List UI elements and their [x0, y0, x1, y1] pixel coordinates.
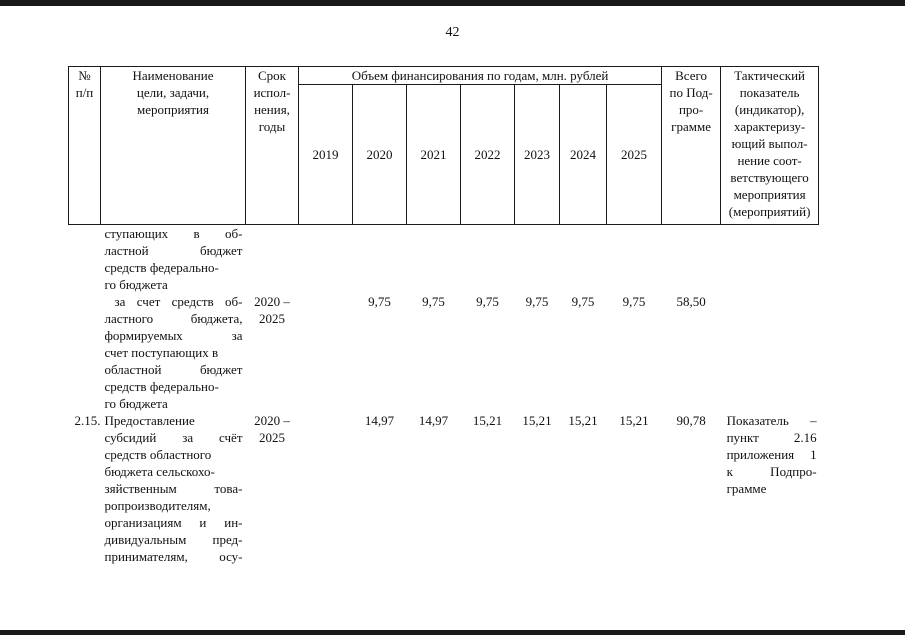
header-total: [662, 67, 721, 225]
row-term: [246, 293, 299, 412]
row-value: [461, 225, 515, 294]
row-name: [101, 293, 246, 412]
row-value: [560, 225, 607, 294]
row-value: [299, 293, 353, 412]
header-name: [101, 67, 246, 225]
row-indicator: [721, 293, 819, 412]
row-value: [407, 225, 461, 294]
row-name-line: Предоставление: [104, 413, 195, 428]
row-name-line: средств федерально-: [104, 260, 219, 275]
row-term: [246, 412, 299, 565]
row-value: 15,21: [619, 413, 649, 428]
header-term-line: годы: [258, 119, 286, 134]
row-value: 14,97: [418, 413, 449, 428]
row-name: [101, 412, 246, 565]
row-value: 9,75: [422, 294, 445, 309]
header-term-line: Срок: [258, 68, 286, 83]
header-indicator-line: мероприятия: [733, 187, 806, 202]
row-name-line: за счет средств об-: [114, 294, 243, 309]
row-value: [607, 225, 662, 294]
header-name-line: Наименование: [132, 68, 214, 83]
row-value: [353, 225, 407, 294]
row-total: 58,50: [676, 294, 706, 309]
row-term: [246, 225, 299, 294]
row-name-line: формируемых за: [104, 328, 243, 343]
header-indicator-line: ветствующего: [730, 170, 809, 185]
row-total: 90,78: [676, 413, 706, 428]
row-value: 9,75: [476, 294, 499, 309]
header-year: 2022: [461, 85, 515, 225]
table-row: [69, 293, 819, 412]
header-term-line: испол-: [253, 85, 291, 100]
row-indicator-line: пункт 2.16: [726, 430, 817, 445]
row-name-line: ластного бюджета,: [104, 311, 243, 326]
row-name-line: субсидий за счёт: [104, 430, 243, 445]
funding-table: [68, 66, 819, 565]
header-name-line: мероприятия: [136, 102, 209, 117]
header-number-line: п/п: [75, 85, 94, 100]
header-indicator-line: характеризу-: [734, 119, 806, 134]
header-year: 2023: [515, 85, 560, 225]
header-year: 2025: [607, 85, 662, 225]
row-name-line: средств федерально-: [104, 379, 219, 394]
row-value: 15,21: [472, 413, 503, 428]
row-name-line: средств областного: [104, 447, 212, 462]
row-number: [69, 225, 101, 294]
top-border-bar: [0, 0, 905, 6]
header-name-line: цели, задачи,: [136, 85, 210, 100]
header-year: 2019: [299, 85, 353, 225]
row-value: 14,97: [364, 413, 395, 428]
row-name-line: ластной бюджет: [104, 243, 243, 258]
header-term-line: нения,: [254, 102, 290, 117]
row-name-line: го бюджета: [104, 277, 168, 292]
row-indicator-line: Показатель –: [726, 413, 817, 428]
header-total-line: Всего: [675, 68, 708, 83]
row-name-line: областной бюджет: [104, 362, 243, 377]
row-indicator-line: приложения 1: [726, 447, 817, 462]
header-number: [69, 67, 101, 225]
page-number: 42: [445, 25, 460, 40]
row-name-line: го бюджета: [104, 396, 168, 411]
row-value: 9,75: [368, 294, 391, 309]
header-indicator-line: нение соот-: [737, 153, 802, 168]
header-indicator-line: (мероприятий): [728, 204, 811, 219]
row-value: 15,21: [568, 413, 598, 428]
row-term-line: 2025: [259, 430, 285, 445]
row-name-line: ропроизводителям,: [104, 498, 211, 513]
row-number: 2.15.: [74, 413, 101, 428]
row-name-line: организациям и ин-: [104, 515, 243, 530]
header-year: 2021: [407, 85, 461, 225]
row-value: [299, 412, 353, 565]
row-name-line: счет поступающих в: [104, 345, 219, 360]
header-indicator-line: показатель: [739, 85, 800, 100]
table-row: [69, 225, 819, 294]
row-name-line: принимателям, осу-: [104, 549, 243, 564]
row-name-line: ступающих в об-: [104, 226, 243, 241]
row-value: [299, 225, 353, 294]
row-name-line: дивидуальным пред-: [104, 532, 243, 547]
header-total-line: по Под-: [669, 85, 713, 100]
row-indicator: [721, 225, 819, 294]
header-indicator-line: Тактический: [734, 68, 805, 83]
header-total-line: про-: [678, 102, 704, 117]
row-value: 9,75: [571, 294, 595, 309]
row-name-line: зяйственным това-: [104, 481, 243, 496]
header-indicator-line: (индикатор),: [734, 102, 805, 117]
row-value: 9,75: [525, 294, 549, 309]
header-term: [246, 67, 299, 225]
header-indicator-line: ющий выпол-: [731, 136, 808, 151]
row-value: 15,21: [522, 413, 552, 428]
header-indicator: [721, 67, 819, 225]
row-indicator: [721, 412, 819, 565]
row-total: [662, 225, 721, 294]
row-name: [101, 225, 246, 294]
header-funding: Объем финансирования по годам, млн. рублей: [299, 67, 662, 85]
bottom-border-bar: [0, 630, 905, 635]
row-term-line: 2025: [259, 311, 285, 326]
row-name-line: бюджета сельскохо-: [104, 464, 215, 479]
row-indicator-line: грамме: [726, 481, 767, 496]
table-row: [69, 412, 819, 565]
header-year: 2020: [353, 85, 407, 225]
header-number-line: №: [78, 68, 91, 83]
row-number: [69, 293, 101, 412]
row-value: 9,75: [622, 294, 646, 309]
row-term-line: 2020 –: [254, 413, 290, 428]
row-indicator-line: к Подпро-: [726, 464, 817, 479]
header-total-line: грамме: [671, 119, 711, 134]
header-year: 2024: [560, 85, 607, 225]
row-term-line: 2020 –: [254, 294, 290, 309]
row-value: [515, 225, 560, 294]
